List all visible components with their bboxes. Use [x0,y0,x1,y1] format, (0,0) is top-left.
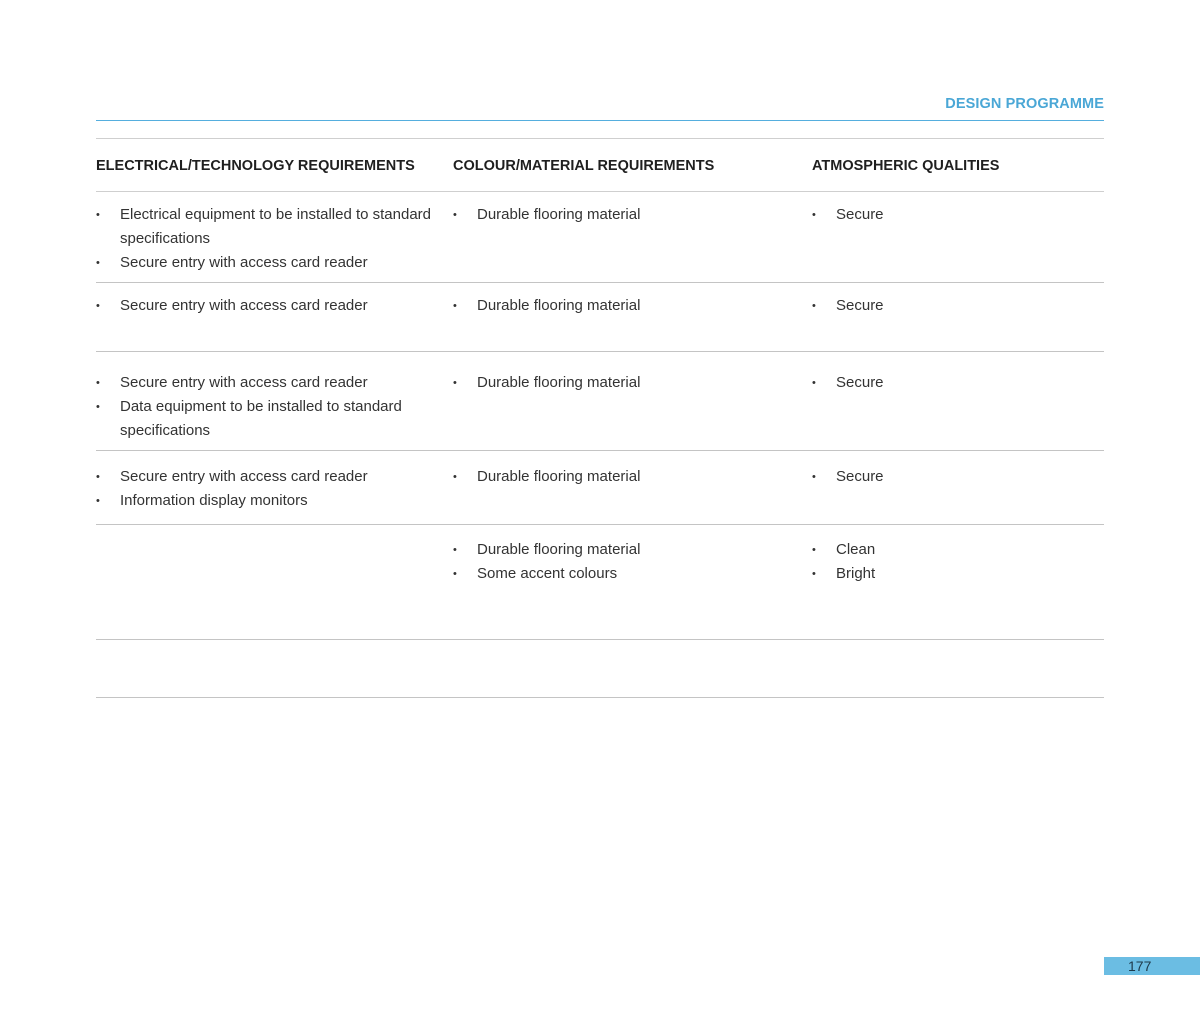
list-item: • Durable flooring material [453,294,812,318]
list-item: • Information display monitors [96,489,453,513]
atmosphere-cell [812,525,1104,639]
colour-cell [453,525,812,639]
column-header-electrical: ELECTRICAL/TECHNOLOGY REQUIREMENTS [96,157,415,174]
table-row [96,283,1104,352]
section-title: DESIGN PROGRAMME [945,96,1104,112]
electrical-cell [96,525,453,639]
colour-cell [453,352,812,450]
electrical-cell [96,192,453,282]
table-header-row [96,139,1104,192]
electrical-cell [96,352,453,450]
list-item: • Some accent colours [453,562,812,586]
list-item: • Secure entry with access card reader [96,251,453,275]
list-item: • Secure entry with access card reader [96,294,453,318]
list-item: • Secure entry with access card reader [96,465,453,489]
table-row [96,525,1104,640]
page-number: 177 [1128,958,1152,974]
electrical-cell [96,451,453,524]
electrical-cell [96,283,453,351]
list-item: • Durable flooring material [453,465,812,489]
column-header-atmosphere: ATMOSPHERIC QUALITIES [812,157,1000,174]
colour-cell [453,283,812,351]
page-number-tab [1104,957,1200,975]
requirements-table [96,138,1104,698]
table-row [96,352,1104,451]
list-item: • Durable flooring material [453,371,812,395]
list-item: • Secure [812,371,1104,395]
list-item: • Secure [812,465,1104,489]
table-row [96,192,1104,283]
list-item: • Bright [812,562,1104,586]
title-divider [96,120,1104,121]
atmosphere-cell [812,192,1104,282]
list-item: • Secure [812,294,1104,318]
atmosphere-cell [812,283,1104,351]
list-item: • Data equipment to be installed to standard specifications [96,395,453,443]
list-item: • Electrical equipment to be installed to standard specifications [96,203,453,251]
empty-table-row [96,640,1104,698]
list-item: • Clean [812,538,1104,562]
atmosphere-cell [812,352,1104,450]
list-item: • Durable flooring material [453,203,812,227]
atmosphere-cell [812,451,1104,524]
list-item: • Secure entry with access card reader [96,371,453,395]
table-row [96,451,1104,525]
column-header-colour: COLOUR/MATERIAL REQUIREMENTS [453,157,715,174]
list-item: • Secure [812,203,1104,227]
list-item: • Durable flooring material [453,538,812,562]
colour-cell [453,451,812,524]
colour-cell [453,192,812,282]
